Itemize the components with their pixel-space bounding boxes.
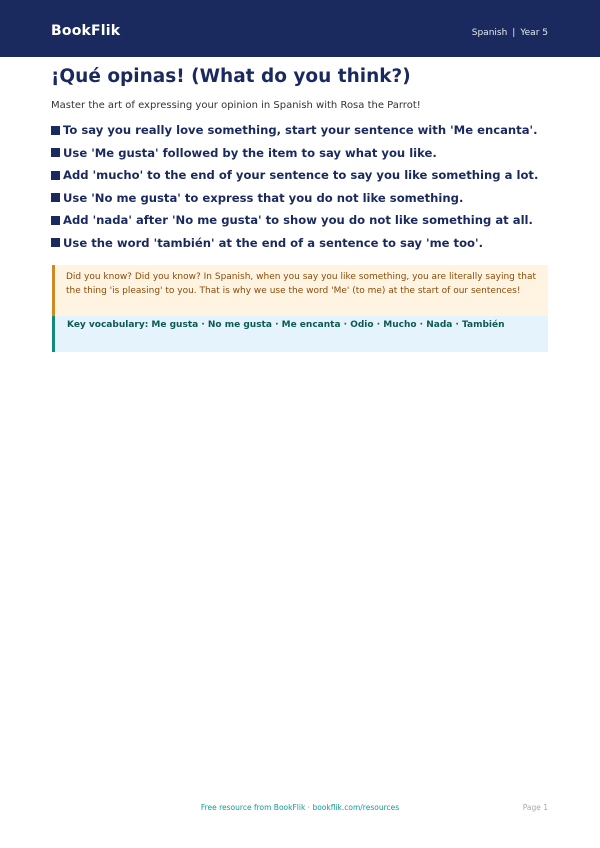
list-item-text: Add 'nada' after 'No me gusta' to show you do not like something at all. (63, 213, 533, 227)
header-bar (0, 0, 600, 57)
list-item (51, 166, 538, 189)
page-title: ¡Qué opinas! (What do you think?) (51, 66, 411, 87)
key-vocabulary-box: Key vocabulary: Me gusta · No me gusta · Me encanta · Odio · Mucho · Nada · También (52, 316, 548, 352)
square-bullet-icon (51, 126, 60, 135)
list-item-text: To say you really love something, start your sentence with 'Me encanta'. (63, 123, 538, 137)
tips-list (51, 121, 538, 256)
intro-text: Master the art of expressing your opinion in Spanish with Rosa the Parrot! (51, 100, 421, 111)
header-meta (472, 28, 548, 38)
list-item (51, 234, 538, 257)
meta-separator: | (512, 28, 516, 38)
brand-logo-text[interactable]: BookFlik (51, 23, 121, 39)
footer-link[interactable]: Free resource from BookFlik · bookflik.com/resources (200, 803, 400, 812)
list-item (51, 121, 538, 144)
square-bullet-icon (51, 171, 60, 180)
list-item (51, 211, 538, 234)
did-you-know-callout: Did you know? Did you know? In Spanish, when you say you like something, you are literally saying that the thing 'is pleasing' to you. That is why we use the word 'Me' (to me) at the start of our sentences! (52, 265, 548, 316)
list-item-text: Use 'Me gusta' followed by the item to say what you like. (63, 145, 437, 160)
list-item-text: Use the word 'también' at the end of a sentence to say 'me too'. (63, 235, 483, 250)
square-bullet-icon (51, 216, 60, 225)
subject-label: Spanish (471, 28, 508, 38)
year-label: Year 5 (520, 28, 548, 38)
list-item-text: Use 'No me gusta' to express that you do not like something. (63, 190, 464, 205)
list-item (51, 144, 538, 167)
list-item-text: Add 'mucho' to the end of your sentence to say you like something a lot. (63, 168, 539, 182)
list-item (51, 189, 538, 212)
page-number: Page 1 (522, 803, 548, 812)
square-bullet-icon (51, 193, 60, 202)
square-bullet-icon (51, 238, 60, 247)
square-bullet-icon (51, 148, 60, 157)
